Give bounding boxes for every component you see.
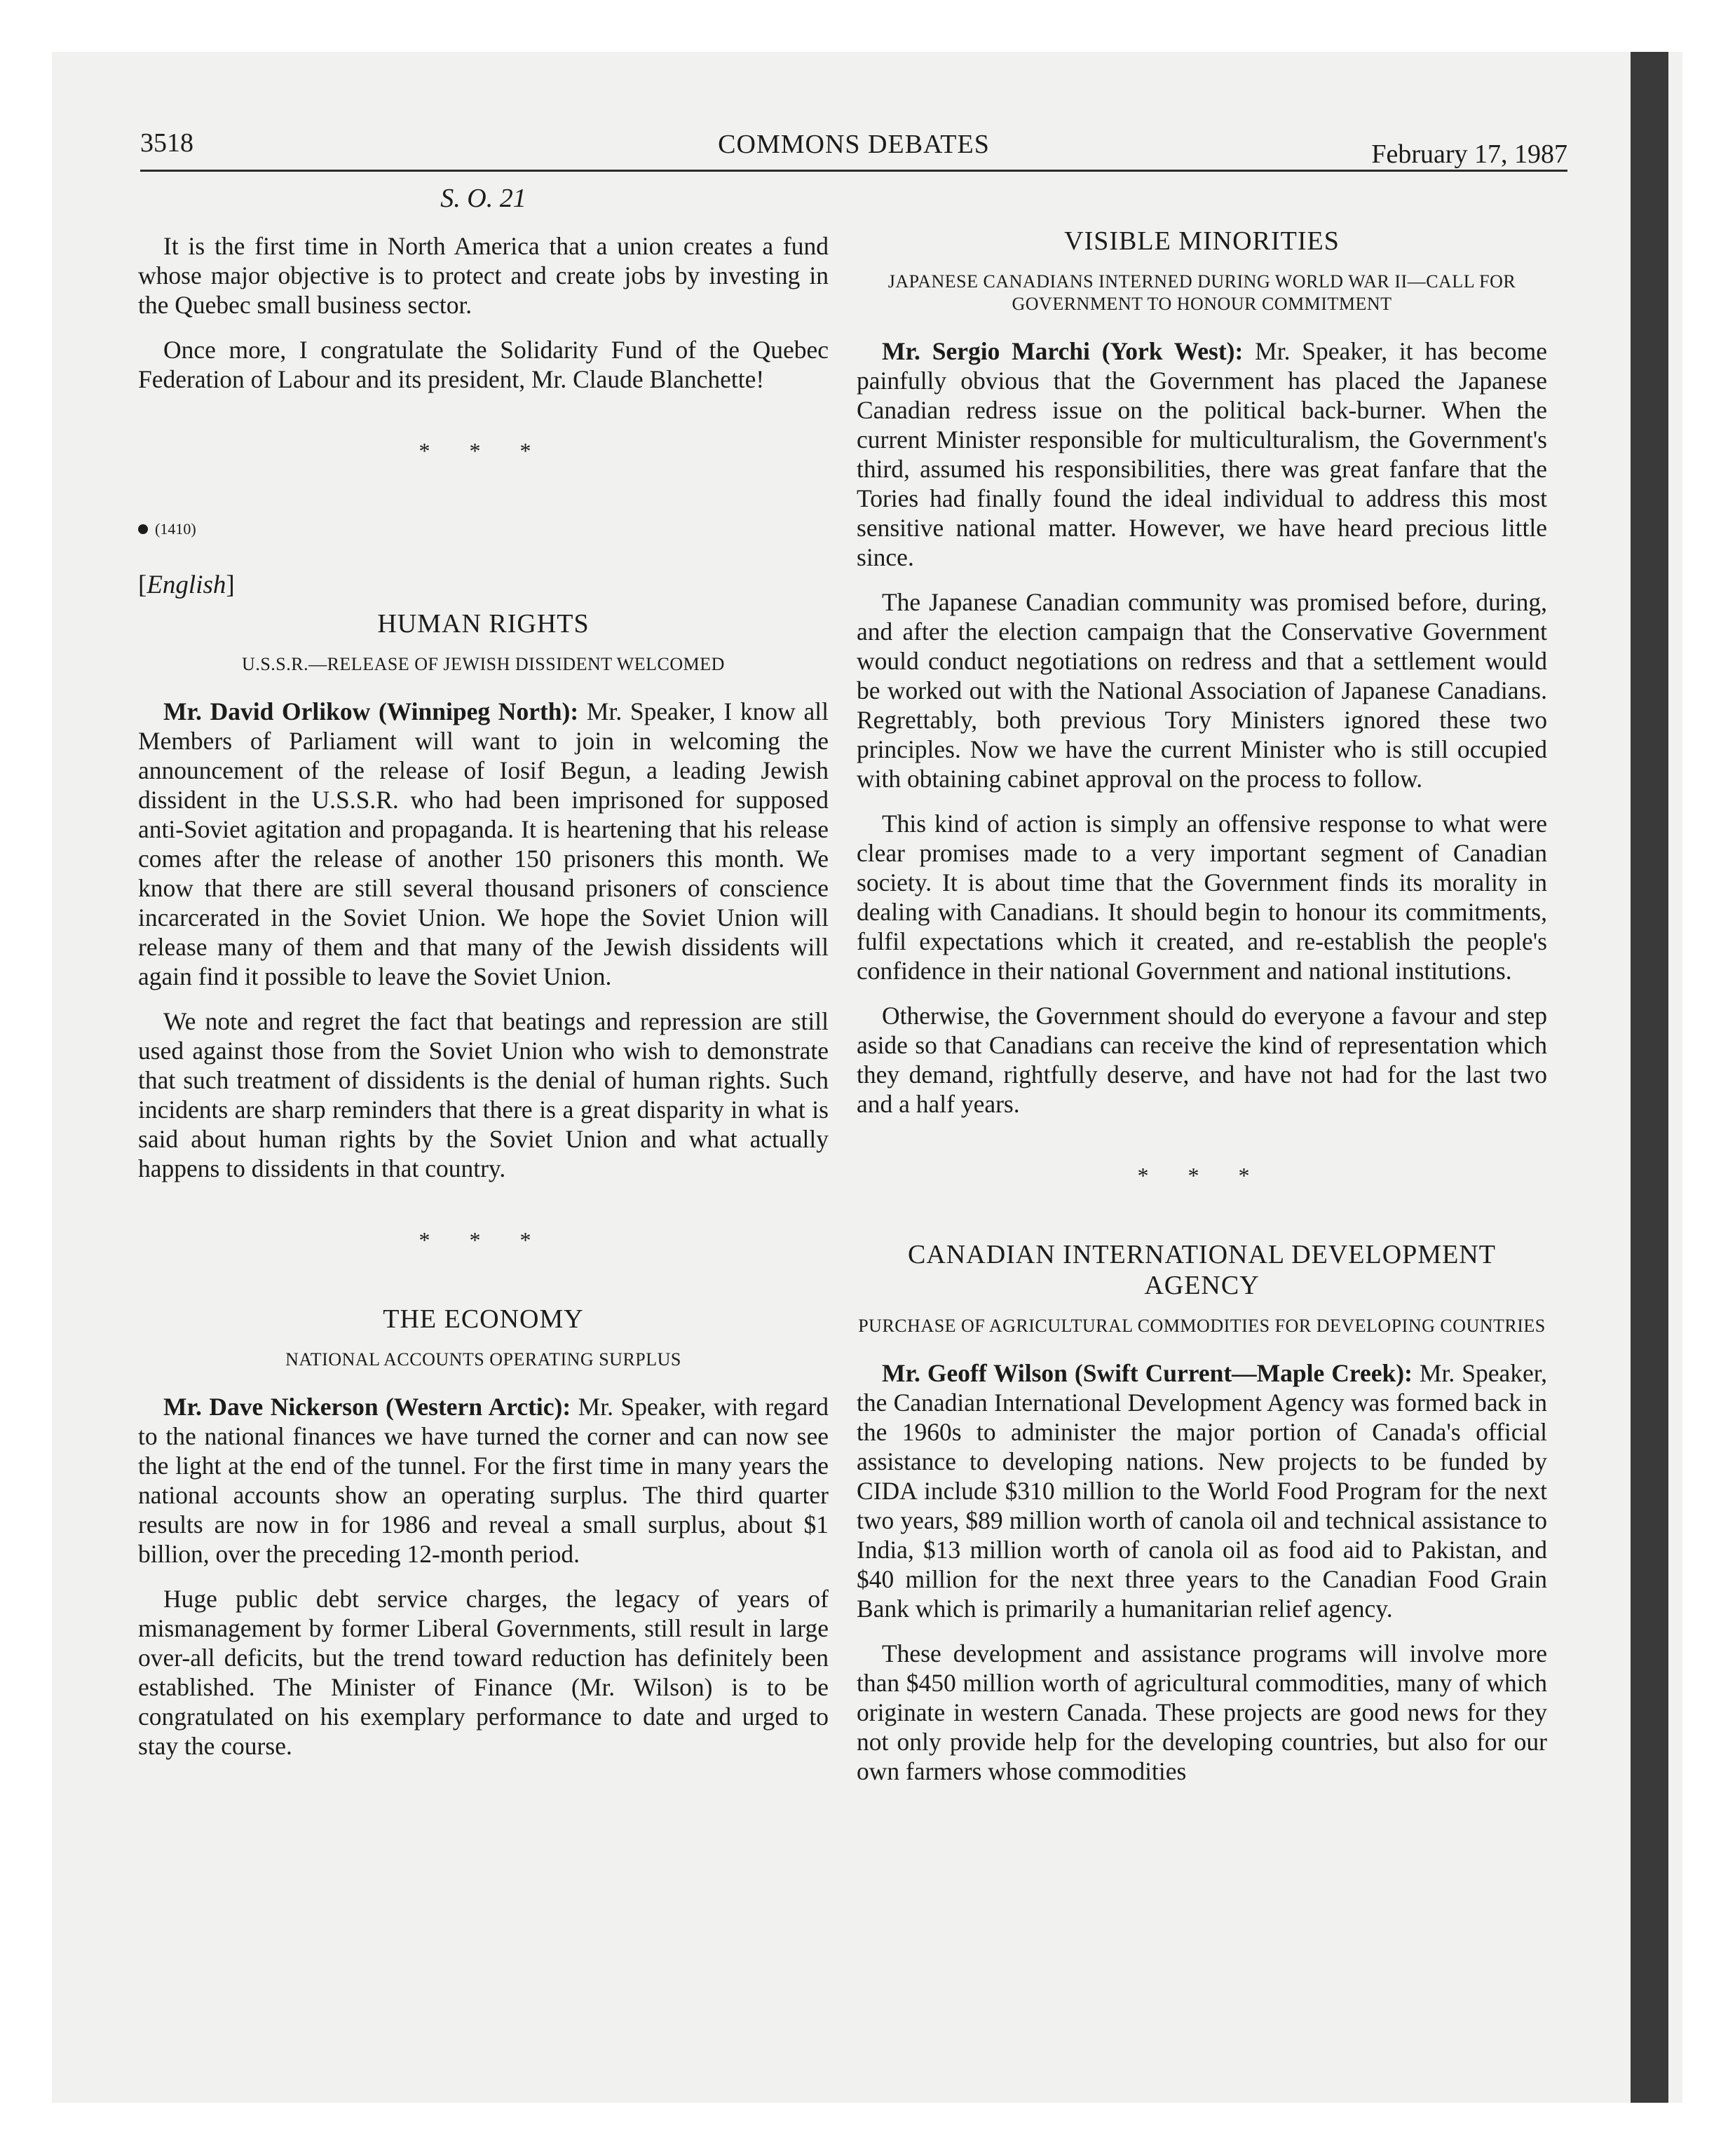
page-number: 3518 xyxy=(140,128,193,158)
page-date: February 17, 1987 xyxy=(1371,139,1567,169)
section-subheading: PURCHASE OF AGRICULTURAL COMMODITIES FOR DEVELOPING COUNTRIES xyxy=(858,1316,1546,1336)
speech-text: Mr. Speaker, with regard to the national finances we have turned the corner and can now see the light at the end of the tunnel. For the first time in many years the national accounts show an operating surplus. The third quarter results are now in for 1986 and reveal a small surplus, about $1 billion, over the preceding 12-month period. xyxy=(138,1393,829,1568)
section-heading-human-rights: HUMAN RIGHTS xyxy=(377,609,590,639)
paragraph xyxy=(138,697,829,991)
paragraph: Once more, I congratulate the Solidarity Fund of the Quebec Federation of Labour and its president, Mr. Claude Blanchette! xyxy=(138,336,829,393)
section-heading-cida: CANADIAN INTERNATIONAL DEVELOPMENT AGENCY xyxy=(908,1240,1496,1300)
section-subheading: NATIONAL ACCOUNTS OPERATING SURPLUS xyxy=(285,1349,681,1370)
standing-order-reference: S. O. 21 xyxy=(440,184,526,213)
section-heading-economy: THE ECONOMY xyxy=(383,1304,584,1334)
timestamp xyxy=(138,514,829,544)
left-column xyxy=(138,184,829,1776)
section-separator: * * * xyxy=(419,1227,548,1253)
speech-text: Mr. Speaker, the Canadian International Development Agency was formed back in the 1960s to administer the major portion of Canada's official assistance to developing nations. New projects to be funded by CIDA include $310 million to the World Food Program for the next two years, $89 million worth of canola oil and technical assistance to India, $13 million worth of canola oil as food aid to Pakistan, and $40 million for the next three years to the Canadian Food Grain Bank which is primarily a humanitarian relief agency. xyxy=(857,1359,1548,1623)
paragraph xyxy=(857,336,1547,572)
speaker-name: Mr. Geoff Wilson (Swift Current—Maple Creek): xyxy=(882,1359,1413,1387)
section-subheading: JAPANESE CANADIANS INTERNED DURING WORLD WAR II—CALL FOR GOVERNMENT TO HONOUR COMMITMENT xyxy=(887,271,1516,314)
language-label: English xyxy=(147,571,226,599)
timestamp-text: (1410) xyxy=(155,520,196,538)
section-heading-visible-minorities: VISIBLE MINORITIES xyxy=(1064,226,1340,256)
section-separator: * * * xyxy=(419,438,548,463)
page-header xyxy=(140,121,1567,172)
right-column xyxy=(857,184,1547,1801)
paragraph: Otherwise, the Government should do everyone a favour and step aside so that Canadians can receive the kind of representation which they demand, rightfully deserve, and have not had for the last two and a half years. xyxy=(857,1002,1547,1118)
paragraph: The Japanese Canadian community was promised before, during, and after the election campaign that the Conservative Government would conduct negotiations on redress and that a settlement would be worked out with the National Association of Japanese Canadians. Regrettably, both previous Tory Ministers ignored these two principles. Now we have the current Minister who is still occupied with obtaining cabinet approval on the process to follow. xyxy=(857,588,1547,793)
language-marker xyxy=(138,571,829,600)
section-subheading: U.S.S.R.—RELEASE OF JEWISH DISSIDENT WELCOMED xyxy=(242,654,725,674)
scan-edge-shadow xyxy=(1631,52,1668,2103)
paragraph: This kind of action is simply an offensive response to what were clear promises made to a very important segment of Canadian society. It is about time that the Government finds its morality in dealing with Canadians. It should begin to honour its commitments, fulfil expectations which it created, and re-establish the people's confidence in their national Government and national institutions. xyxy=(857,810,1547,985)
speaker-name: Mr. David Orlikow (Winnipeg North): xyxy=(163,697,579,725)
paragraph: It is the first time in North America that a union creates a fund whose major objective is to protect and create jobs by investing in the Quebec small business sector. xyxy=(138,232,829,319)
bracket: [ xyxy=(138,571,147,599)
section-separator: * * * xyxy=(1137,1163,1267,1188)
bullet-icon xyxy=(138,524,148,534)
speaker-name: Mr. Dave Nickerson (Western Arctic): xyxy=(163,1393,571,1421)
bracket: ] xyxy=(226,571,235,599)
paragraph: We note and regret the fact that beatings and repression are still used against those from the Soviet Union who wish to demonstrate that such treatment of dissidents is the denial of human rights. Such incidents are sharp reminders that there is a great disparity in what is said about human rights by the Soviet Union and what actually happens to dissidents in that country. xyxy=(138,1007,829,1182)
publication-title: COMMONS DEBATES xyxy=(718,130,990,159)
paragraph xyxy=(138,1392,829,1569)
speech-text: Mr. Speaker, it has become painfully obvious that the Government has placed the Japanese Canadian redress issue on the political back-burner. When the current Minister responsible for multiculturalism, the Government's third, assumed his responsibilities, there was great fanfare that the Tories had finally found the ideal individual to address this most sensitive national matter. However, we have heard precious little since. xyxy=(857,337,1548,571)
speaker-name: Mr. Sergio Marchi (York West): xyxy=(882,337,1244,365)
paragraph: These development and assistance programs will involve more than $450 million worth of agricultural commodities, many of which originate in western Canada. These projects are good news for they not only provide help for the developing countries, but also for our own farmers whose commodities xyxy=(857,1639,1547,1785)
speech-text: Mr. Speaker, I know all Members of Parliament will want to join in welcoming the announcement of the release of Iosif Begun, a leading Jewish dissident in the U.S.S.R. who had been imprisoned for supposed anti-Soviet agitation and propaganda. It is heartening that his release comes after the release of another 150 prisoners this month. We know that there are still several thousand prisoners of conscience incarcerated in the Soviet Union. We hope the Soviet Union will release many of them and that many of the Jewish dissidents will again find it possible to leave the Soviet Union. xyxy=(138,697,829,990)
paragraph: Huge public debt service charges, the legacy of years of mismanagement by former Liberal Governments, still result in large over-all deficits, but the trend toward reduction has definitely been established. The Minister of Finance (Mr. Wilson) is to be congratulated on his exemplary performance to date and urged to stay the course. xyxy=(138,1585,829,1760)
paragraph xyxy=(857,1358,1547,1623)
